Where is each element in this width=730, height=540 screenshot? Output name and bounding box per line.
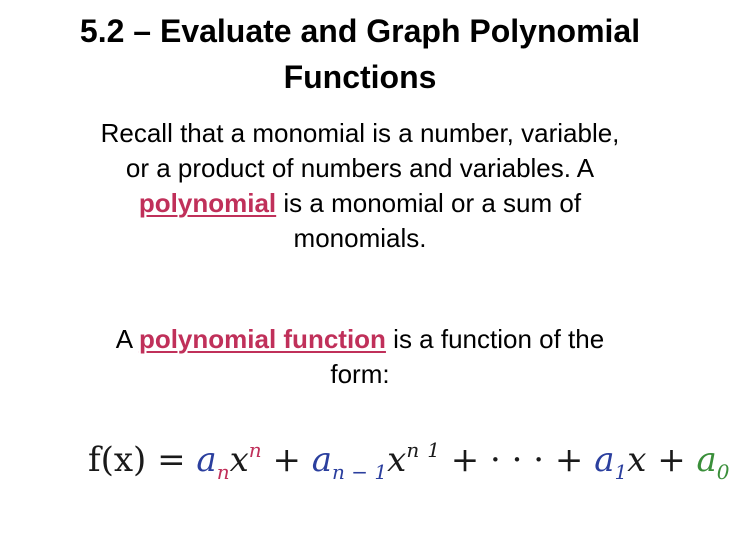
exponent-n: n [248, 438, 262, 462]
title-line-1: 5.2 – Evaluate and Graph Polynomial [79, 13, 641, 49]
function-prefix: A [115, 324, 139, 354]
plus-1: + [261, 440, 312, 480]
polynomial-function-definition [20, 322, 700, 392]
definition-line-4: monomials. [293, 223, 427, 253]
definition-line-1: Recall that a monomial is a number, variable, [100, 118, 620, 148]
monomial-definition [20, 116, 700, 256]
term-x-n: $x^n$ [229, 438, 262, 480]
term-polynomial-function: polynomial function [138, 324, 386, 354]
term-x-n-minus-1: $x^{n 1}$ [387, 438, 440, 480]
title-line-2: Functions [283, 59, 437, 95]
coef-a-n-minus-1-subscript: n − 1 [332, 460, 388, 484]
definition-line-3 [20, 186, 700, 221]
polynomial-formula [88, 420, 730, 484]
coef-a-0: $a_0$ [696, 440, 730, 484]
term-x: x [627, 440, 647, 480]
function-line-2: form: [330, 359, 390, 389]
coef-a-n-minus-1: $a_{n - 1}$ [311, 440, 388, 484]
slide-title [0, 8, 720, 100]
formula-lhs: f(x) = [88, 440, 197, 480]
function-line-1 [20, 322, 700, 357]
exponent-n-minus-1: n 1 [406, 438, 440, 462]
term-polynomial: polynomial [138, 188, 277, 218]
coef-a-n-subscript: n [216, 460, 230, 484]
definition-line-3-rest: is a monomial or a sum of [276, 188, 582, 218]
coef-a-n: $a_n$ [196, 440, 230, 484]
coef-a-1: $a_1$ [594, 440, 628, 484]
ellipsis: + · · · + [439, 440, 595, 480]
definition-line-2: or a product of numbers and variables. A [125, 153, 595, 183]
function-line-1-rest: is a function of the [385, 324, 605, 354]
plus-2: + [646, 440, 697, 480]
